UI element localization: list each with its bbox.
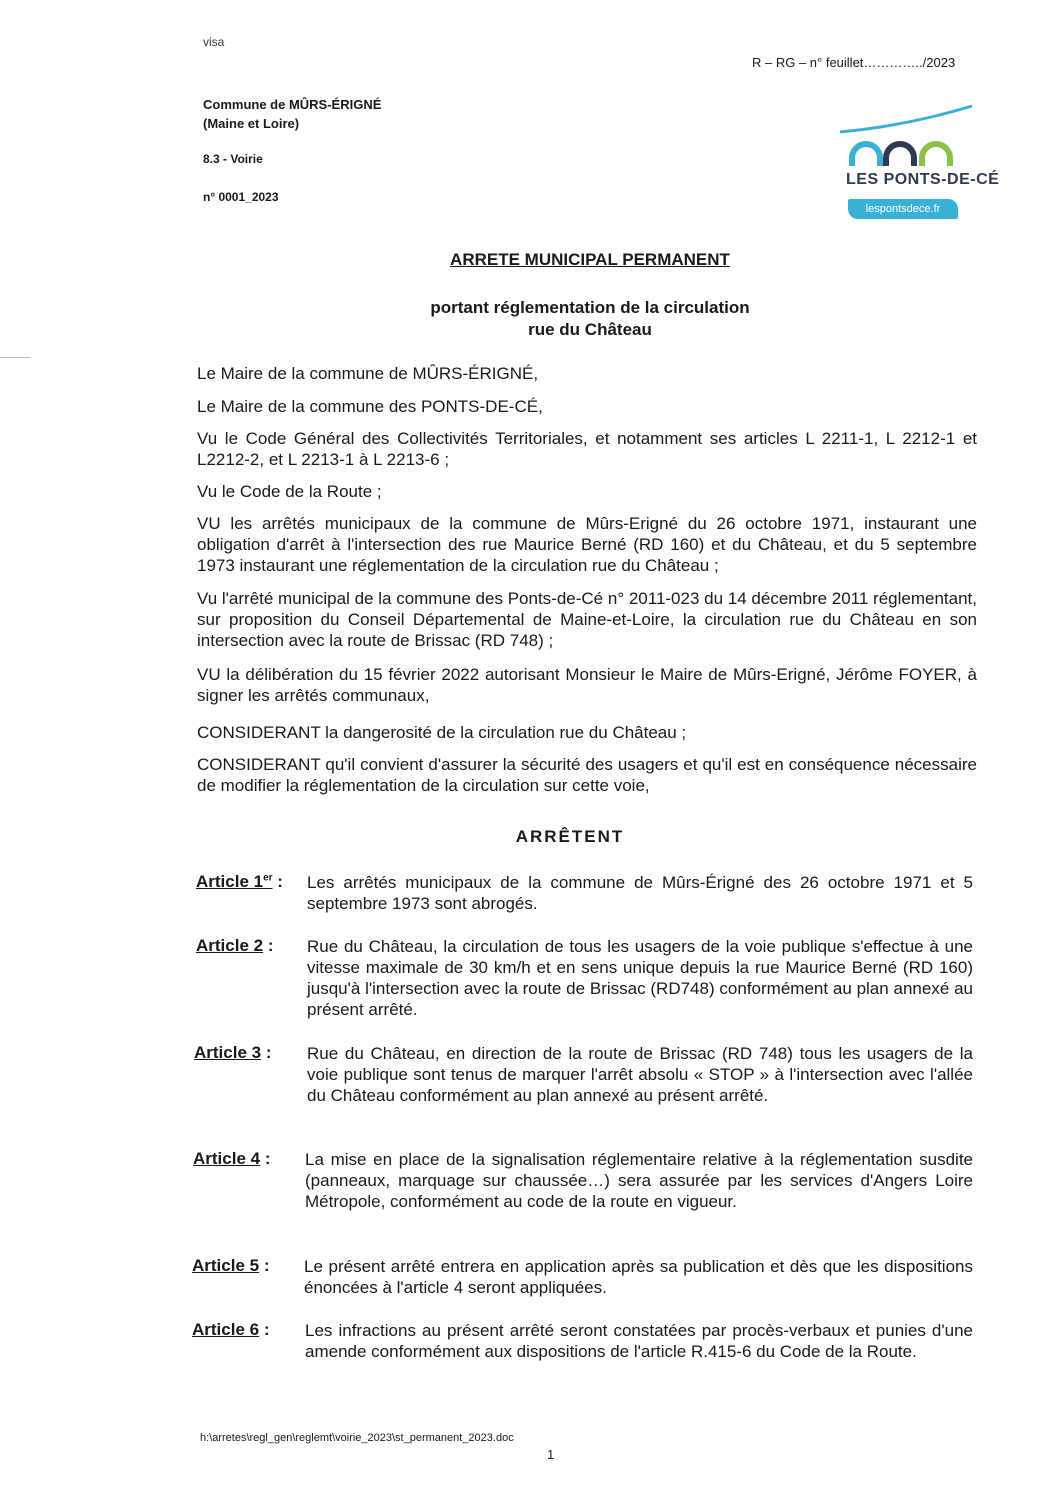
article-label: Article 6 [192, 1320, 260, 1339]
subtitle-line-2: rue du Château [528, 320, 652, 339]
article-text: Le présent arrêté entrera en application après sa publication et dès que les dispositions énoncées à l'article 4 seront appliquées. [304, 1257, 973, 1297]
preamble-paragraph: Le Maire de la commune de MÛRS-ÉRIGNÉ, [197, 364, 539, 383]
article-heading: Article 2 : [196, 936, 274, 955]
document-subtitle [0, 297, 1059, 341]
article-heading: Article 5 : [192, 1256, 270, 1275]
logo-arch-3 [922, 144, 950, 166]
scan-mark [0, 357, 30, 358]
article-text: Les infractions au présent arrêté seront constatées par procès-verbaux et punies d'une amende conformément aux dispositions de l'article R.415-6 du Code de la Route. [305, 1321, 973, 1361]
article-label: Article 5 [192, 1256, 260, 1275]
preamble-paragraph: CONSIDERANT qu'il convient d'assurer la sécurité des usagers et qu'il est en conséquence nécessaire de modifier la réglementation de la circulation sur cette voie, [197, 755, 977, 795]
article-heading: Article 4 : [193, 1149, 271, 1168]
decision-heading: ARRÊTENT [515, 827, 625, 846]
article-text: Rue du Château, la circulation de tous les usagers de la voie publique s'effectue à une vitesse maximale de 30 km/h et en sens unique depuis la rue Maurice Berné (RD 160) jusqu'à l'intersection avec la route de Brissac (RD748) conformément au plan annexé au présent arrêté. [307, 937, 973, 1019]
preamble-paragraph: Vu l'arrêté municipal de la commune des Ponts-de-Cé n° 2011-023 du 14 décembre 2011 réglementant, sur proposition du Conseil Départemental de Maine-et-Loire, la circulation rue du Château en son intersection avec la route de Brissac (RD 748) ; [197, 589, 977, 650]
article-text: Les arrêtés municipaux de la commune de Mûrs-Érigné des 26 octobre 1971 et 5 septembre 1973 sont abrogés. [307, 873, 973, 913]
preamble-paragraph: Vu le Code de la Route ; [197, 482, 382, 501]
logo-arch-1 [852, 144, 880, 166]
logo-wordmark: LES PONTS-DE-CÉ [846, 171, 1000, 188]
preamble-paragraph: Vu le Code Général des Collectivités Territoriales, et notamment ses articles L 2211-1, L 2212-1 et L2212-2, et L 2213-1 à L 2213-6 ; [197, 429, 977, 469]
article-text: La mise en place de la signalisation réglementaire relative à la réglementation susdite (panneaux, marquage sur chaussée…) sera assurée par les services d'Angers Loire Métropole, conformément au code de la route en vigueur. [305, 1150, 973, 1211]
article-heading: Article 3 : [194, 1043, 272, 1062]
preamble-paragraph: CONSIDERANT la dangerosité de la circulation rue du Château ; [197, 723, 687, 742]
preamble-paragraph: VU les arrêtés municipaux de la commune de Mûrs-Erigné du 26 octobre 1971, instaurant une obligation d'arrêt à l'intersection des rue Maurice Berné (RD 160) et du Château, et du 5 septembre 1973 instaurant une réglementation de la circulation rue du Château ; [197, 514, 977, 575]
article-label: Article 1er [196, 872, 273, 891]
logo-arch-2 [886, 144, 914, 166]
visa-note: visa [203, 35, 225, 49]
category-label: 8.3 - Voirie [203, 152, 263, 166]
article-label: Article 2 [196, 936, 264, 955]
commune-department: (Maine et Loire) [203, 116, 300, 131]
article-heading: Article 6 : [192, 1320, 270, 1339]
article-heading: Article 1er : [196, 872, 283, 891]
preamble-paragraph: Le Maire de la commune des PONTS-DE-CÉ, [197, 397, 543, 416]
document-title: ARRETE MUNICIPAL PERMANENT [450, 250, 730, 269]
commune-name: Commune de MÛRS-ÉRIGNÉ [203, 97, 382, 112]
article-text: Rue du Château, en direction de la route de Brissac (RD 748) tous les usagers de la voie publique sont tenus de marquer l'arrêt absolu « STOP » à l'intersection avec l'allée du Château conformément au plan annexé au présent arrêté. [307, 1044, 973, 1105]
sheet-reference: R – RG – n° feuillet…………../2023 [752, 55, 956, 70]
subtitle-line-1: portant réglementation de la circulation [430, 298, 750, 317]
decree-number: n° 0001_2023 [203, 190, 279, 204]
article-label: Article 3 [194, 1043, 262, 1062]
preamble-paragraph: VU la délibération du 15 février 2022 autorisant Monsieur le Maire de Mûrs-Erigné, Jérôme FOYER, à signer les arrêtés communaux, [197, 665, 977, 705]
file-path: h:\arretes\regl_gen\reglemt\voirie_2023\st_permanent_2023.doc [200, 1432, 514, 1444]
logo-swoosh [840, 106, 972, 132]
commune-block [203, 95, 381, 133]
page-number: 1 [547, 1447, 555, 1462]
logo-url: lespontsdece.fr [848, 199, 958, 219]
article-label: Article 4 [193, 1149, 261, 1168]
